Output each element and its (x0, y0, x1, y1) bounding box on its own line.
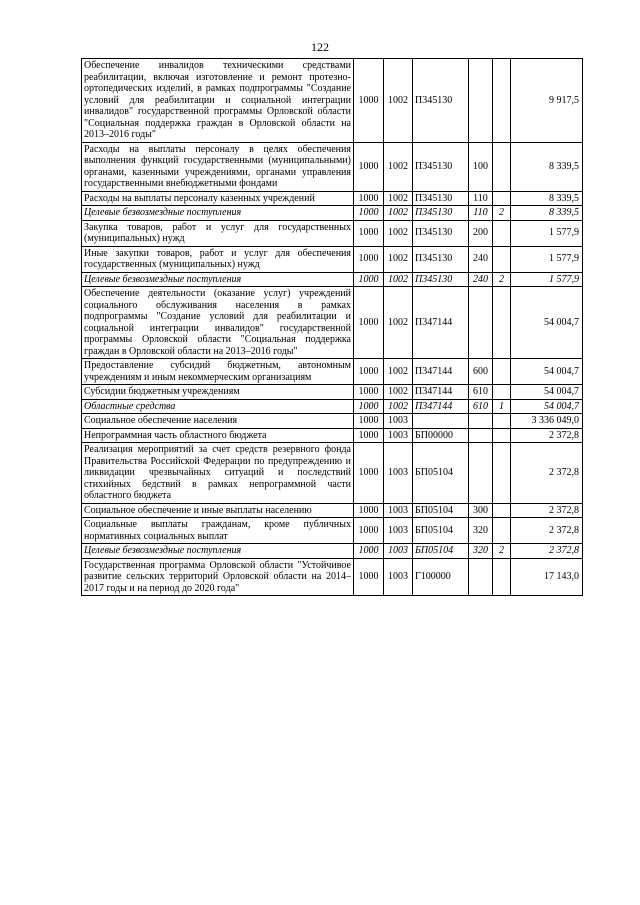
amount: 8 339,5 (511, 142, 583, 191)
amount: 2 372,8 (511, 428, 583, 443)
section-code: 1000 (354, 558, 384, 596)
section-code: 1000 (354, 428, 384, 443)
row-name: Обеспечение деятельности (оказание услуг) учреждений социального обслуживания населения в рамках подпрограммы "Создание условий для реабилитации и социальной интеграции инвалидов" государственной программы Орловской области "Социальная поддержка граждан в Орловской области на 2013–2016 годы" (82, 287, 354, 359)
row-name: Иные закупки товаров, работ и услуг для обеспечения государственных (муниципальных) нужд (82, 246, 354, 272)
amount: 1 577,9 (511, 246, 583, 272)
table-row (82, 59, 583, 143)
table-row (82, 142, 583, 191)
section-code: 1000 (354, 142, 384, 191)
section-code: 1000 (354, 191, 384, 206)
target-article-code: П347144 (413, 287, 469, 359)
subsection-code: 1002 (384, 142, 413, 191)
source-code (493, 246, 511, 272)
target-article-code: П347144 (413, 385, 469, 400)
subsection-code: 1003 (384, 428, 413, 443)
target-article-code (413, 414, 469, 429)
amount: 8 339,5 (511, 206, 583, 221)
expense-type-code: 110 (469, 191, 493, 206)
source-code (493, 191, 511, 206)
subsection-code: 1002 (384, 59, 413, 143)
expense-type-code (469, 558, 493, 596)
source-code (493, 428, 511, 443)
subsection-code: 1002 (384, 385, 413, 400)
table-row (82, 246, 583, 272)
source-code (493, 518, 511, 544)
amount: 1 577,9 (511, 220, 583, 246)
section-code: 1000 (354, 246, 384, 272)
amount: 54 004,7 (511, 399, 583, 414)
row-name: Целевые безвозмездные поступления (82, 206, 354, 221)
subsection-code: 1003 (384, 443, 413, 504)
source-code (493, 503, 511, 518)
table-row (82, 287, 583, 359)
target-article-code: БП05104 (413, 544, 469, 559)
section-code: 1000 (354, 443, 384, 504)
expense-type-code (469, 443, 493, 504)
amount: 3 336 049,0 (511, 414, 583, 429)
section-code: 1000 (354, 414, 384, 429)
section-code: 1000 (354, 503, 384, 518)
table-row (82, 399, 583, 414)
target-article-code: Г100000 (413, 558, 469, 596)
amount: 2 372,8 (511, 503, 583, 518)
table-row (82, 220, 583, 246)
expense-type-code: 240 (469, 272, 493, 287)
source-code (493, 59, 511, 143)
expense-type-code: 200 (469, 220, 493, 246)
page-number: 122 (311, 40, 329, 54)
subsection-code: 1003 (384, 518, 413, 544)
source-code: 2 (493, 544, 511, 559)
table-row (82, 518, 583, 544)
table-row (82, 272, 583, 287)
subsection-code: 1002 (384, 359, 413, 385)
target-article-code: П345130 (413, 59, 469, 143)
source-code (493, 385, 511, 400)
subsection-code: 1003 (384, 503, 413, 518)
source-code (493, 142, 511, 191)
table-row (82, 558, 583, 596)
row-name: Социальные выплаты гражданам, кроме публичных нормативных социальных выплат (82, 518, 354, 544)
amount: 17 143,0 (511, 558, 583, 596)
expense-type-code: 240 (469, 246, 493, 272)
amount: 54 004,7 (511, 359, 583, 385)
expense-type-code: 110 (469, 206, 493, 221)
target-article-code: П345130 (413, 191, 469, 206)
expense-type-code (469, 59, 493, 143)
row-name: Реализация мероприятий за счет средств резервного фонда Правительства Российской Федерации по предупреждению и ликвидации чрезвычайных ситуаций и последствий стихийных бедствий в рамках непрограммной части областного бюджета (82, 443, 354, 504)
subsection-code: 1002 (384, 272, 413, 287)
target-article-code: БП05104 (413, 503, 469, 518)
amount: 9 917,5 (511, 59, 583, 143)
subsection-code: 1003 (384, 414, 413, 429)
source-code (493, 558, 511, 596)
section-code: 1000 (354, 385, 384, 400)
expense-type-code (469, 414, 493, 429)
source-code: 1 (493, 399, 511, 414)
row-name: Целевые безвозмездные поступления (82, 272, 354, 287)
section-code: 1000 (354, 206, 384, 221)
row-name: Обеспечение инвалидов техническими средствами реабилитации, включая изготовление и ремонт протезно-ортопедических изделий, в рамках подпрограммы "Создание условий для реабилитации и социальной интеграции инвалидов" государственной программы Орловской области "Социальная поддержка граждан в Орловской области на 2013–2016 годы" (82, 59, 354, 143)
amount: 54 004,7 (511, 385, 583, 400)
section-code: 1000 (354, 544, 384, 559)
subsection-code: 1003 (384, 544, 413, 559)
row-name: Областные средства (82, 399, 354, 414)
subsection-code: 1002 (384, 246, 413, 272)
section-code: 1000 (354, 359, 384, 385)
table-row (82, 414, 583, 429)
row-name: Закупка товаров, работ и услуг для государственных (муниципальных) нужд (82, 220, 354, 246)
amount: 54 004,7 (511, 287, 583, 359)
source-code (493, 287, 511, 359)
expense-type-code: 600 (469, 359, 493, 385)
section-code: 1000 (354, 287, 384, 359)
table-row (82, 206, 583, 221)
section-code: 1000 (354, 399, 384, 414)
row-name: Расходы на выплаты персоналу в целях обеспечения выполнения функций государственными (муниципальными) органами, казенными учреждениями, органами управления государственными внебюджетными фондами (82, 142, 354, 191)
expense-type-code (469, 287, 493, 359)
subsection-code: 1002 (384, 399, 413, 414)
table-row (82, 443, 583, 504)
table-row (82, 385, 583, 400)
amount: 2 372,8 (511, 544, 583, 559)
subsection-code: 1002 (384, 220, 413, 246)
subsection-code: 1003 (384, 558, 413, 596)
source-code: 2 (493, 206, 511, 221)
expense-type-code (469, 428, 493, 443)
target-article-code: БП00000 (413, 428, 469, 443)
amount: 1 577,9 (511, 272, 583, 287)
row-name: Государственная программа Орловской области "Устойчивое развитие сельских территорий Орловской области на 2014–2017 годы и на период до 2020 года" (82, 558, 354, 596)
section-code: 1000 (354, 59, 384, 143)
target-article-code: П345130 (413, 142, 469, 191)
row-name: Непрограммная часть областного бюджета (82, 428, 354, 443)
target-article-code: БП05104 (413, 518, 469, 544)
target-article-code: П345130 (413, 272, 469, 287)
expense-type-code: 610 (469, 399, 493, 414)
amount: 8 339,5 (511, 191, 583, 206)
table-body (82, 59, 583, 596)
table-row (82, 428, 583, 443)
target-article-code: П345130 (413, 220, 469, 246)
amount: 2 372,8 (511, 518, 583, 544)
expense-type-code: 100 (469, 142, 493, 191)
row-name: Целевые безвозмездные поступления (82, 544, 354, 559)
expense-type-code: 320 (469, 544, 493, 559)
row-name: Предоставление субсидий бюджетным, автономным учреждениям и иным некоммерческим организациям (82, 359, 354, 385)
row-name: Субсидии бюджетным учреждениям (82, 385, 354, 400)
section-code: 1000 (354, 220, 384, 246)
target-article-code: БП05104 (413, 443, 469, 504)
section-code: 1000 (354, 272, 384, 287)
subsection-code: 1002 (384, 287, 413, 359)
source-code (493, 220, 511, 246)
source-code (493, 443, 511, 504)
expense-type-code: 300 (469, 503, 493, 518)
subsection-code: 1002 (384, 191, 413, 206)
target-article-code: П345130 (413, 206, 469, 221)
source-code: 2 (493, 272, 511, 287)
amount: 2 372,8 (511, 443, 583, 504)
target-article-code: П347144 (413, 399, 469, 414)
row-name: Расходы на выплаты персоналу казенных учреждений (82, 191, 354, 206)
expense-type-code: 610 (469, 385, 493, 400)
table-row (82, 503, 583, 518)
target-article-code: П345130 (413, 246, 469, 272)
source-code (493, 414, 511, 429)
subsection-code: 1002 (384, 206, 413, 221)
table-row (82, 544, 583, 559)
row-name: Социальное обеспечение и иные выплаты населению (82, 503, 354, 518)
source-code (493, 359, 511, 385)
section-code: 1000 (354, 518, 384, 544)
table-row (82, 191, 583, 206)
target-article-code: П347144 (413, 359, 469, 385)
row-name: Социальное обеспечение населения (82, 414, 354, 429)
budget-table (81, 58, 583, 596)
table-row (82, 359, 583, 385)
expense-type-code: 320 (469, 518, 493, 544)
